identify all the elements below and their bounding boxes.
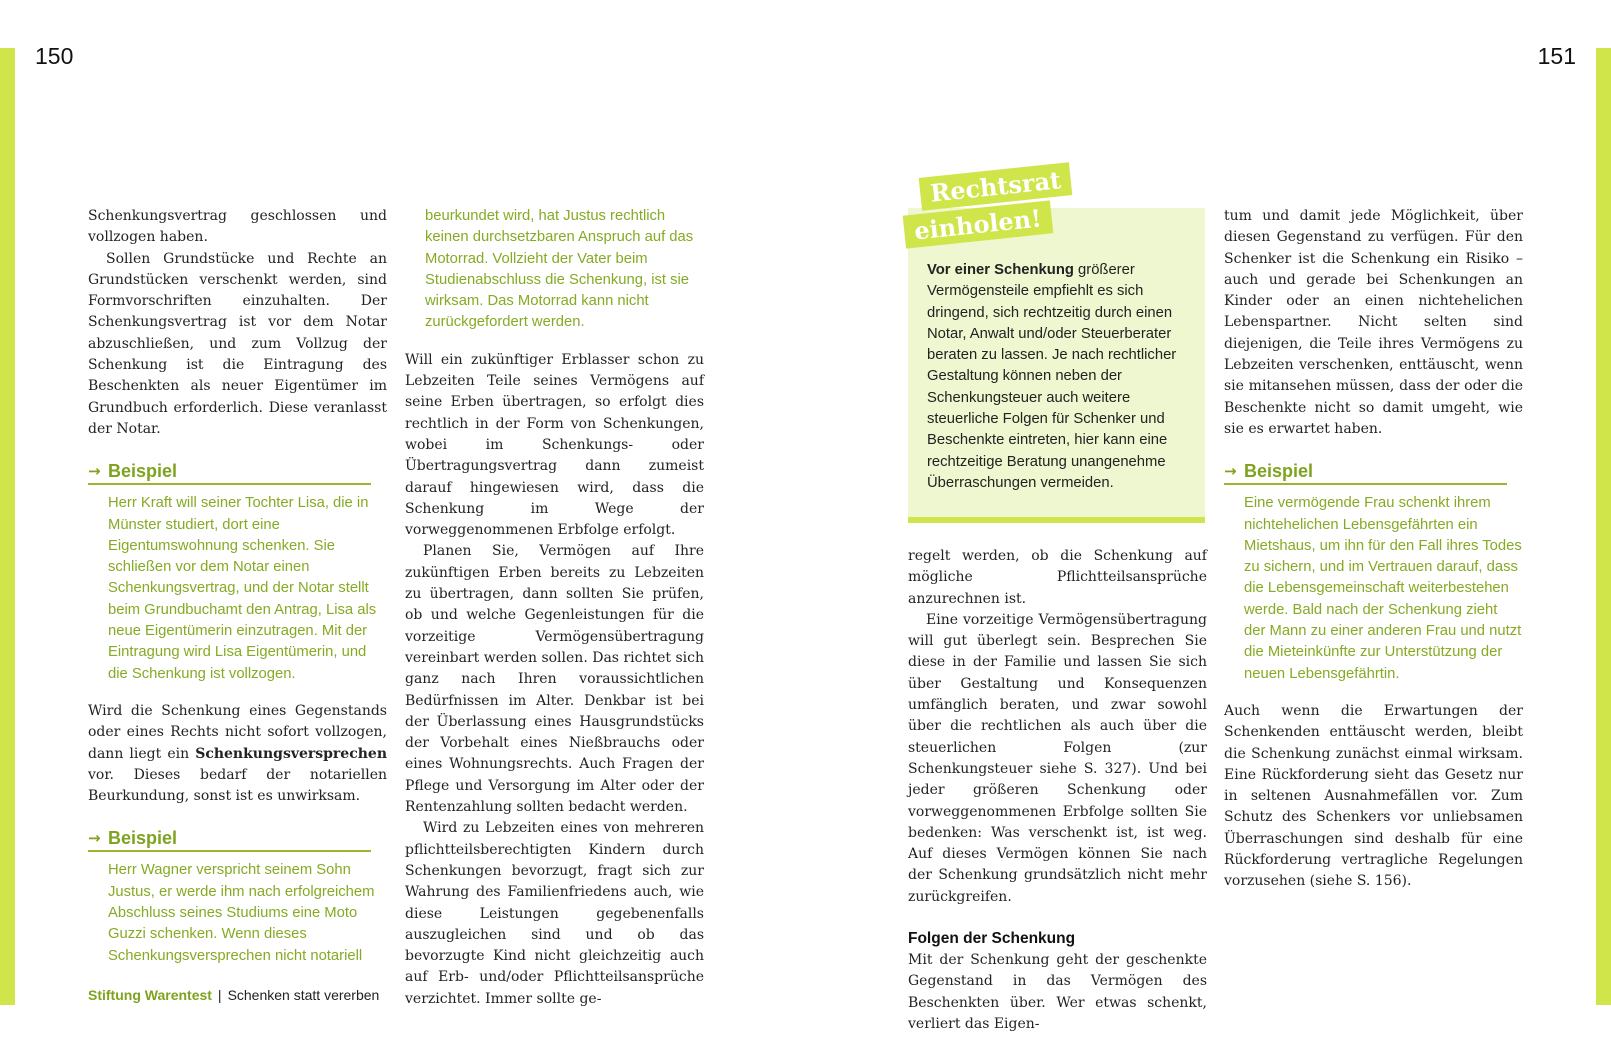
example-title: Beispiel — [108, 828, 178, 849]
arrow-right-icon: → — [88, 829, 101, 848]
paragraph: regelt werden, ob die Schenkung auf mögliche Pflichtteilsansprüche anzurechnen ist. — [908, 548, 1207, 607]
right-page-column-1 — [908, 546, 1207, 1035]
page-number-left: 150 — [35, 43, 74, 69]
advice-bold-lead: Vor einer Schenkung — [927, 262, 1074, 278]
page-footer — [88, 987, 379, 1003]
example-heading — [88, 827, 371, 852]
paragraph: Wird die Schenkung eines Gegenstands oder eines Rechts nicht sofort vollzogen, dann liegt ein Schenkungsversprechen vor. Dieses bedarf der notariellen Beurkundung, sonst ist es unwirksam. — [88, 702, 387, 805]
advice-tag-line-1: Rechtsrat — [919, 162, 1073, 211]
arrow-right-icon: → — [1224, 462, 1237, 481]
footer-book-title: Schenken statt vererben — [227, 987, 380, 1003]
paragraph: tum und damit jede Möglichkeit, über diesen Gegenstand zu verfügen. Für den Schenker ist die Schenkung ein Risiko – auch und gerade bei Schenkungen an Kinder oder an einen nichtehelichen Lebenspartner. Nicht selten sind diejenigen, die Teile ihres Vermögens zu Lebzeiten verschenken, enttäuscht, wenn sie mitansehen müssen, dass der oder die Beschenkte nicht so damit umgeht, wie sie es erwartet haben. — [1224, 208, 1523, 437]
example-heading — [1224, 460, 1507, 485]
right-page-column-2 — [1224, 206, 1523, 893]
example-title: Beispiel — [1244, 461, 1314, 482]
example-text: Herr Kraft will seiner Tochter Lisa, die in Münster studiert, dort eine Eigentumswohnung schenken. Sie schließen vor dem Notar einen Schenkungsvertrag, und der Notar stellt beim Grundbuchamt den Antrag, Lisa als neue Eigentümerin einzutragen. Mit der Eintragung wird Lisa Eigentümerin, und die Schenkung ist vollzogen. — [108, 495, 377, 682]
paragraph: Will ein zukünftiger Erblasser schon zu Lebzeiten Teile seines Vermögens auf seine Erben übertragen, so erfolgt dies rechtlich in der Form von Schenkungen, wobei im Schenkungs- oder Übertragungsvertrag dann zumeist darauf hingewiesen wird, dass die Schenkung im Wege der vorweggenommenen Erbfolge erfolgt. — [405, 351, 704, 539]
example-text: Eine vermögende Frau schenkt ihrem nichtehelichen Lebensgefährten ein Mietshaus, um ihn für den Fall ihres Todes zu sichern, und im Vertrauen darauf, dass die Lebensgemeinschaft weiterbestehen werde. Bald nach der Schenkung zieht der Mann zu einer anderen Frau und nutzt die Mieteinkünfte zur Unterstützung der neuen Lebensgefährtin. — [1244, 495, 1522, 682]
paragraph: Schenkungsvertrag geschlossen und vollzogen haben. — [88, 208, 387, 246]
paragraph: Wird zu Lebzeiten eines von mehreren pflichtteilsberechtigten Kindern durch Schenkungen bevorzugt, fragt sich zur Wahrung des Familienfriedens auch, wie diese Leistungen gegebenenfalls auszugleichen sind und ob das bevorzugte Kind nicht gleichzeitig auch auf Erb- und/oder Pflichtteilsansprüche verzichtet. Immer sollte ge- — [405, 820, 704, 1007]
footer-brand: Stiftung Warentest — [88, 987, 212, 1003]
left-page-column-2 — [405, 206, 704, 1010]
bold-term: Schenkungsversprechen — [195, 745, 387, 762]
section-heading: Folgen der Schenkung — [908, 930, 1076, 948]
example-text-continued: beurkundet wird, hat Justus rechtlich keinen durchsetzbaren Anspruch auf das Motorrad. Vollzieht der Vater beim Studienabschluss die Schenkung, ist sie wirksam. Das Motorrad kann nicht zurückgefordert werden. — [425, 208, 694, 331]
advice-tag-line-2: einholen! — [903, 200, 1053, 248]
left-page-edge-bar — [0, 48, 15, 1005]
left-page-column-1 — [88, 206, 387, 983]
footer-separator: | — [217, 987, 222, 1003]
paragraph: Mit der Schenkung geht der geschenkte Gegenstand in das Vermögen des Beschenkten über. Wer etwas schenkt, verliert das Eigen- — [908, 952, 1207, 1032]
example-title: Beispiel — [108, 461, 178, 482]
paragraph: Planen Sie, Vermögen auf Ihre zukünftigen Erben bereits zu Lebzeiten zu übertragen, dann sollten Sie prüfen, ob und welche Gegenleistungen für die vorzeitige Vermögensübertragung vereinbart werden sollen. Das richtet sich ganz nach Ihren voraussichtlichen Bedürfnissen im Alter. Denkbar ist bei der Überlassung eines Hausgrundstücks der Vorbehalt eines Nießbrauchs oder eines Wohnungsrechts. Auch Fragen der Pflege und Versorgung im Alter oder der Rentenzahlung sollten bedacht werden. — [405, 543, 704, 816]
paragraph: Auch wenn die Erwartungen der Schenkenden enttäuscht werden, bleibt die Schenkung zunächst einmal wirksam. Eine Rückforderung sieht das Gesetz nur in seltenen Ausnahmefällen vor. Zum Schutz des Schenkers vor unliebsamen Überraschungen sind deshalb für eine Rückforderung vertragliche Regelungen vorzusehen (siehe S. 156). — [1224, 702, 1523, 890]
example-text: Herr Wagner verspricht seinem Sohn Justus, er werde ihm nach erfolgreichem Abschluss seines Studiums eine Moto Guzzi schenken. Wenn dieses Schenkungsversprechen nicht notariell — [108, 862, 375, 964]
paragraph: Sollen Grundstücke und Rechte an Grundstücken verschenkt werden, sind Formvorschriften einzuhalten. Der Schenkungsvertrag ist vor dem Notar abzuschließen, und zum Vollzug der Schenkung ist die Eintragung des Beschenkten als neuer Eigentümer im Grundbuch erforderlich. Diese veranlasst der Notar. — [88, 250, 387, 437]
arrow-right-icon: → — [88, 462, 101, 481]
paragraph: Eine vorzeitige Vermögensübertragung will gut überlegt sein. Besprechen Sie diese in der Familie und lassen Sie sich über Gestaltung und Konsequenzen umfänglich beraten, und zwar sowohl über die rechtlichen als auch über die steuerlichen Folgen (zur Schenkungsteuer siehe S. 327). Und bei jeder größeren Schenkung oder vorweggenommenen Erbfolge sollten Sie bedenken: Was verschenkt ist, ist weg. Auf dieses Vermögen können Sie nach der Schenkung grundsätzlich nicht mehr zurückgreifen. — [908, 611, 1207, 905]
advice-text: Vor einer Schenkung größerer Vermögensteile empfiehlt es sich dringend, sich rechtzeitig durch einen Notar, Anwalt und/oder Steuerberater beraten zu lassen. Je nach rechtlicher Gestaltung können neben der Schenkungsteuer auch weitere steuerliche Folgen für Schenker und Beschenkte eintreten, hier kann eine rechtzeitige Beratung unangenehme Überraschungen vermeiden. — [927, 262, 1177, 491]
page-number-right: 151 — [1537, 43, 1576, 69]
right-page-edge-bar — [1596, 48, 1611, 1005]
example-heading — [88, 460, 371, 485]
